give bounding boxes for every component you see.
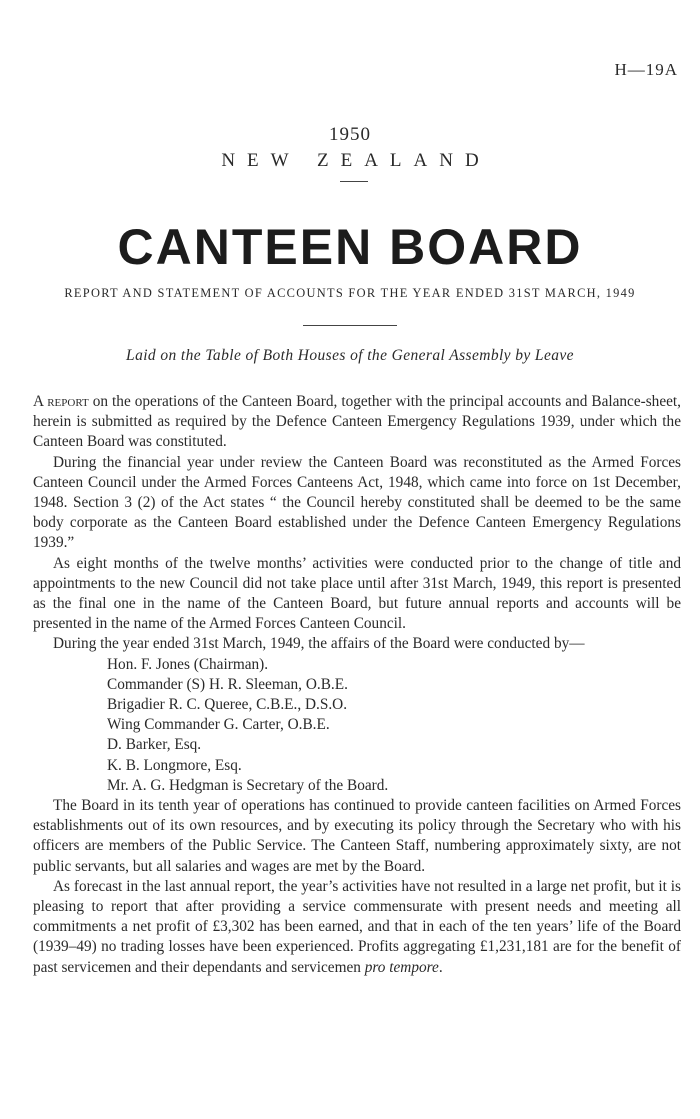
paragraph-profits-text: As forecast in the last annual report, the year’s activities have not resulted in a large net profit, but it is pleasing to report that after providing a service commensurate with present needs and meeting all commitments a net profit of £3,302 has been earned, and that in each of the ten years’ life of the Board (1939–49) no trading losses have been experienced. Profits aggregating £1,231,181 are for the benefit of past servicemen and their dependants and servicemen [33, 877, 681, 976]
member-item: Mr. A. G. Hedgman is Secretary of the Board. [107, 776, 389, 794]
report-body [33, 392, 681, 978]
page-reference: H—19A [614, 60, 678, 79]
member-list [33, 655, 681, 796]
paragraph-members-intro: During the year ended 31st March, 1949, the affairs of the Board were conducted by— [53, 635, 585, 653]
paragraph-profits-end: . [438, 958, 443, 976]
document-title: CANTEEN BOARD [117, 219, 583, 275]
member-item: Wing Commander G. Carter, O.B.E. [107, 716, 330, 734]
paragraph-intro-text: on the operations of the Canteen Board, together with the principal accounts and Balance-sheet, herein is submitted as required by the Defence Canteen Emergency Regulations 1939, under which the Canteen Board was constituted. [33, 393, 681, 451]
paragraph-operations: The Board in its tenth year of operations has continued to provide canteen facilities on Armed Forces establishments out of its own resources, and by executing its policy through the Secretary who with his officers are members of the Public Service. The Canteen Staff, numbering approximately sixty, are not public servants, but all salaries and wages are met by the Board. [33, 797, 681, 875]
member-item: Hon. F. Jones (Chairman). [107, 655, 269, 673]
divider-rule [303, 325, 397, 326]
paragraph-intro [33, 392, 681, 453]
member-item: Brigadier R. C. Queree, C.B.E., D.S.O. [107, 696, 348, 714]
member-item: Commander (S) H. R. Sleeman, O.B.E. [107, 675, 348, 693]
report-year: 1950 [329, 124, 371, 145]
report-lead: A report [33, 393, 89, 410]
member-item: D. Barker, Esq. [107, 736, 202, 754]
paragraph-reconstitution: During the financial year under review the Canteen Board was reconstituted as the Armed Forces Canteen Council under the Armed Forces Canteens Act, 1948, which came into force on 1st December, 1948. Section 3 (2) of the Act states “ the Council hereby constituted shall be deemed to be the same body corporate as the Canteen Board established under the Defence Canteen Emergency Regulations 1939.” [33, 453, 681, 552]
document-subtitle: REPORT AND STATEMENT OF ACCOUNTS FOR THE YEAR ENDED 31ST MARCH, 1949 [64, 286, 636, 300]
member-item: K. B. Longmore, Esq. [107, 756, 242, 774]
country-heading: NEW ZEALAND [221, 150, 491, 171]
divider-short [340, 181, 368, 182]
paragraph-final-report: As eight months of the twelve months’ activities were conducted prior to the change of title and appointments to the new Council did not take place until after 31st March, 1949, this report is presented as the final one in the name of the Canteen Board, but future annual reports and accounts will be presented in the name of the Armed Forces Canteen Council. [33, 554, 681, 633]
laid-on-table-note: Laid on the Table of Both Houses of the General Assembly by Leave [126, 347, 574, 364]
paragraph-profits [33, 877, 681, 978]
pro-tempore-italic: pro tempore [364, 958, 439, 976]
